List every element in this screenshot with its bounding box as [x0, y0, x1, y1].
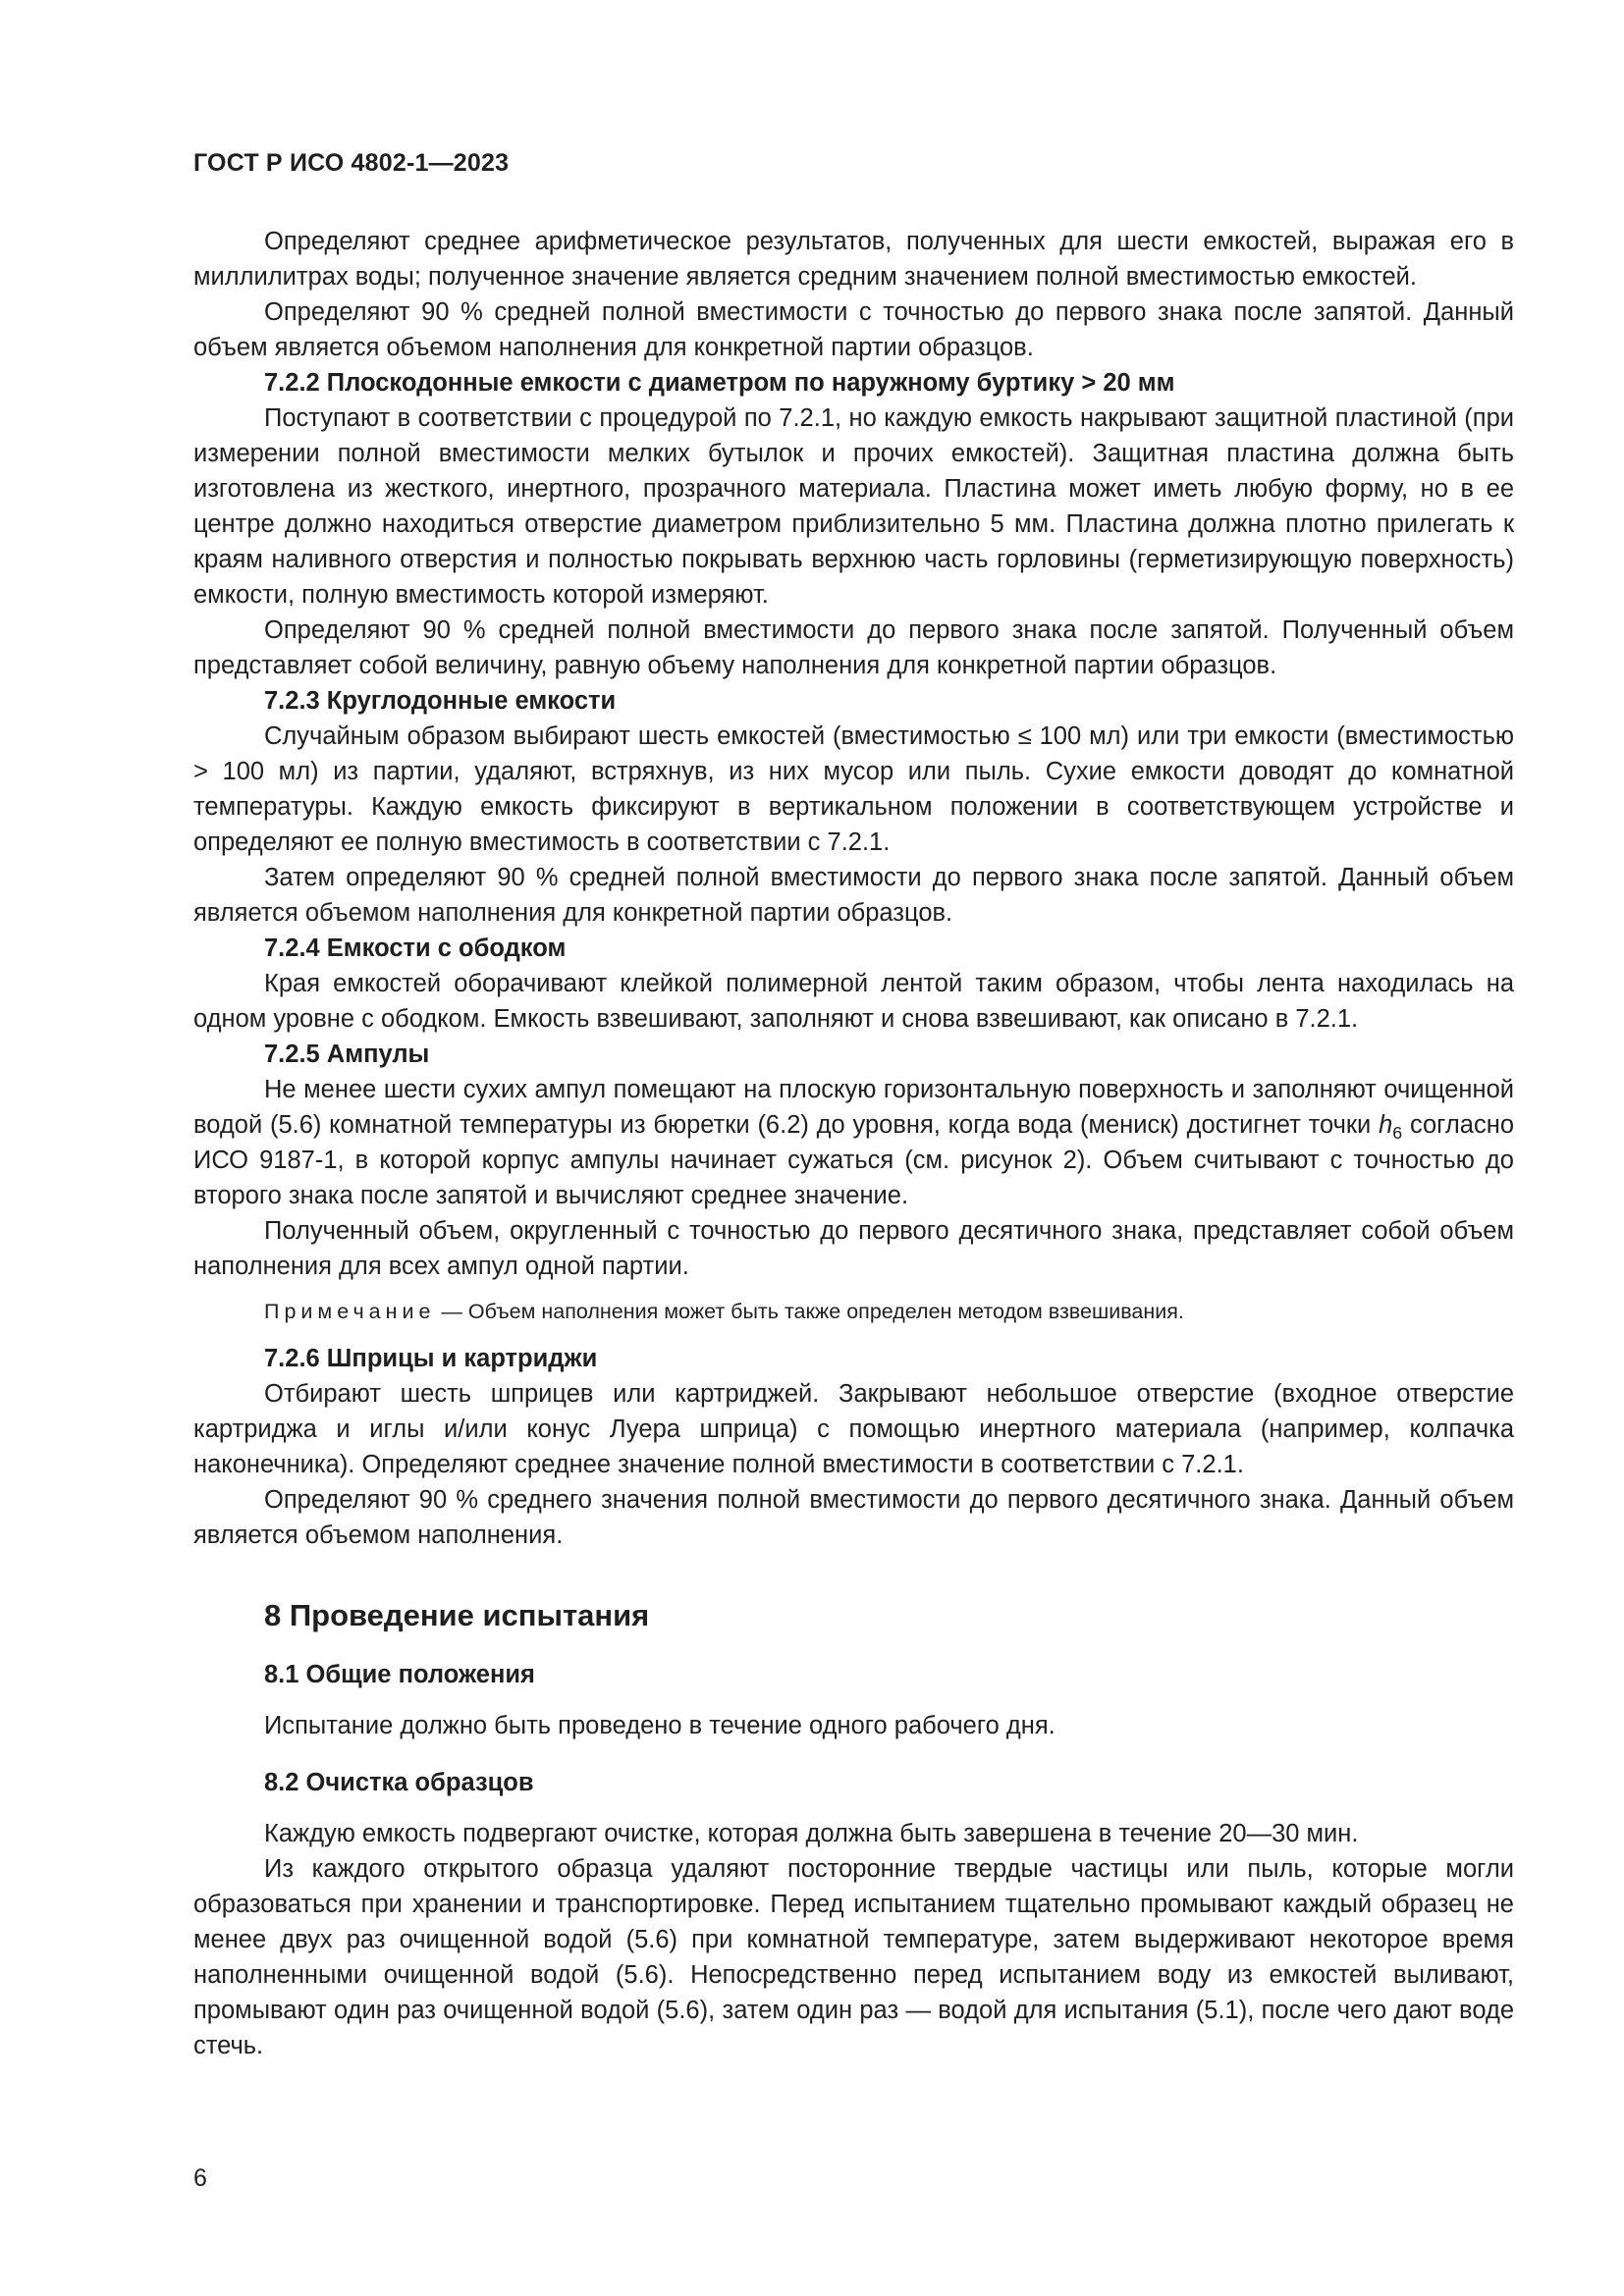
paragraph: Случайным образом выбирают шесть емкостей (вместимостью ≤ 100 мл) или три емкости (вместимостью > 100 мл) из партии, удаляют, встряхнув, из них мусор или пыль. Сухие емкости доводят до комнатной температуры. Каждую емкость фиксируют в вертикальном положении в соответствующем устройстве и определяют ее полную вместимость в соответствии с 7.2.1. — [193, 722, 1514, 856]
page-number: 6 — [193, 2164, 207, 2192]
paragraph: Полученный объем, округленный с точностью до первого десятичного знака, представляет собой объем наполнения для всех ампул одной партии. — [193, 1217, 1514, 1280]
paragraph: Испытание должно быть проведено в течение одного рабочего дня. — [264, 1712, 1056, 1739]
paragraph-ampoules — [193, 1072, 1514, 1213]
subsection-heading-7-2-5: 7.2.5 Ампулы — [264, 1041, 430, 1068]
note-text: — Объем наполнения может быть также определен методом взвешивания. — [435, 1300, 1184, 1323]
paragraph: Отбирают шесть шприцев или картриджей. Закрывают небольшое отверстие (входное отверстие картриджа и иглы и/или конус Луера шприца) с помощью инертного материала (например, колпачка наконечника). Определяют среднее значение полной вместимости в соответствии с 7.2.1. — [193, 1380, 1514, 1478]
subsection-heading-7-2-6: 7.2.6 Шприцы и картриджи — [264, 1345, 598, 1372]
section-heading-8: 8 Проведение испытания — [264, 1598, 650, 1632]
paragraph: Определяют 90 % среднего значения полной вместимости до первого десятичного знака. Данный объем является объемом наполнения. — [193, 1486, 1514, 1549]
subsection-heading-8-1: 8.1 Общие положения — [264, 1661, 535, 1688]
paragraph: Каждую емкость подвергают очистке, которая должна быть завершена в течение 20—30 мин. — [264, 1820, 1359, 1847]
paragraph: Затем определяют 90 % средней полной вместимости до первого знака после запятой. Данный объем является объемом наполнения для конкретной партии образцов. — [193, 864, 1514, 927]
paragraph: Края емкостей оборачивают клейкой полимерной лентой таким образом, чтобы лента находилась на одном уровне с ободком. Емкость взвешивают, заполняют и снова взвешивают, как описано в 7.2.1. — [193, 970, 1514, 1033]
text-run: Не менее шести сухих ампул помещают на плоскую горизонтальную поверхность и заполняют очищенной водой (5.6) комнатной температуры из бюретки (6.2) до уровня, когда вода (мениск) достигнет точки — [193, 1076, 1514, 1139]
paragraph: Определяют среднее арифметическое результатов, полученных для шести емкостей, выражая его в миллилитрах воды; полученное значение является средним значением полной вместимостью емкостей. — [193, 228, 1514, 291]
subsection-heading-7-2-2: 7.2.2 Плоскодонные емкости с диаметром по наружному буртику > 20 мм — [264, 369, 1175, 397]
paragraph: Из каждого открытого образца удаляют посторонние твердые частицы или пыль, которые могли образоваться при хранении и транспортировке. Перед испытанием тщательно промывают каждый образец не менее двух раз очищенной водой (5.6) при комнатной температуре, затем выдерживают некоторое время наполненными очищенной водой (5.6). Непосредственно перед испытанием воду из емкостей выливают, промывают один раз очищенной водой (5.6), затем один раз — водой для испытания (5.1), после чего дают воде стечь. — [193, 1855, 1514, 2059]
paragraph: Определяют 90 % средней полной вместимости до первого знака после запятой. Полученный объем представляет собой величину, равную объему наполнения для конкретной партии образцов. — [193, 616, 1514, 679]
note-label: Примечание — [264, 1300, 436, 1323]
symbol-subscript: 6 — [1392, 1123, 1403, 1143]
paragraph: Определяют 90 % средней полной вместимости с точностью до первого знака после запятой. Данный объем является объемом наполнения для конкретной партии образцов. — [193, 298, 1514, 361]
symbol-h: h — [1379, 1111, 1393, 1139]
text-run: согласно ИСО 9187-1, в которой корпус ампулы начинает сужаться (см. рисунок 2). Объем считывают с точностью до второго знака после запятой и вычисляют среднее значение. — [193, 1111, 1515, 1209]
subsection-heading-7-2-3: 7.2.3 Круглодонные емкости — [264, 687, 617, 715]
subsection-heading-7-2-4: 7.2.4 Емкости с ободком — [264, 934, 567, 962]
note — [193, 1296, 1514, 1327]
paragraph: Поступают в соответствии с процедурой по 7.2.1, но каждую емкость накрывают защитной пластиной (при измерении полной вместимости мелких бутылок и прочих емкостей). Защитная пластина должна быть изготовлена из жесткого, инертного, прозрачного материала. Пластина может иметь любую форму, но в ее центре должно находиться отверстие диаметром приблизительно 5 мм. Пластина должна плотно прилегать к краям наливного отверстия и полностью покрывать верхнюю часть горловины (герметизирующую поверхность) емкости, полную вместимость которой измеряют. — [193, 404, 1514, 609]
subsection-heading-8-2: 8.2 Очистка образцов — [264, 1769, 534, 1796]
document-body — [193, 224, 1514, 2063]
document-header: ГОСТ Р ИСО 4802-1—2023 — [193, 149, 510, 177]
